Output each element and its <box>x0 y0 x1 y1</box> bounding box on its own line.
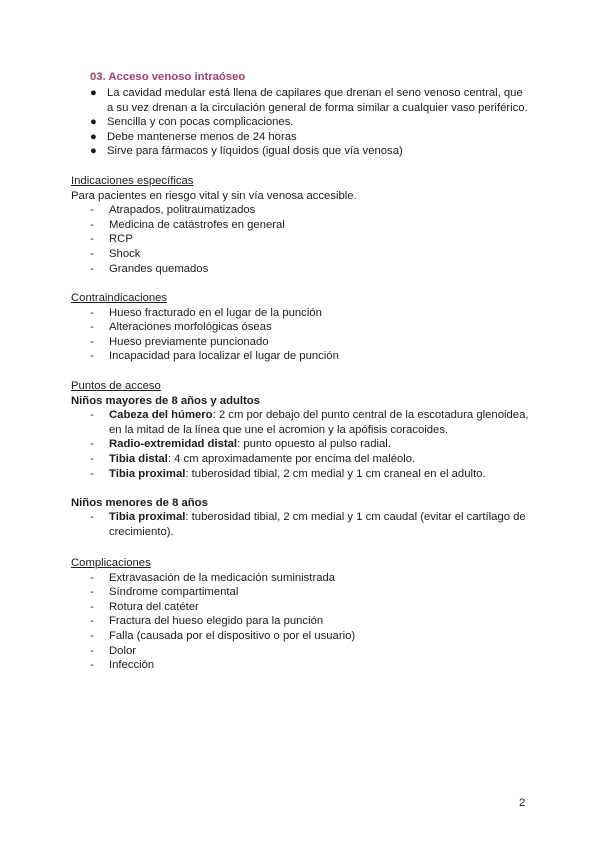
list-item-text: Dolor <box>109 644 136 657</box>
term: Tibia proximal <box>109 511 186 524</box>
complicaciones-heading: Complicaciones <box>71 557 151 569</box>
list-item-text: Infección <box>109 659 155 672</box>
list-item <box>71 203 531 218</box>
puntos-section <box>71 379 531 540</box>
complicaciones-section <box>71 556 531 673</box>
dash-marker: - <box>90 659 94 672</box>
list-item <box>71 335 531 350</box>
list-item <box>90 115 530 130</box>
puntos-group1-list <box>71 408 531 481</box>
dash-marker: - <box>90 306 94 319</box>
list-item-text: Medicina de catástrofes en general <box>109 218 285 231</box>
list-item <box>90 130 530 145</box>
dash-marker: - <box>90 335 94 348</box>
list-item-text: Alteraciones morfológicas óseas <box>109 321 272 334</box>
list-item <box>71 629 531 644</box>
list-item <box>71 614 531 629</box>
dash-marker: - <box>90 321 94 334</box>
list-item-text: Grandes quemados <box>109 262 209 275</box>
bullet-text: Sencilla y con pocas complicaciones. <box>107 116 294 129</box>
list-item <box>71 408 531 437</box>
dash-marker: - <box>90 644 94 657</box>
list-item <box>90 86 530 115</box>
list-item <box>71 571 531 586</box>
indicaciones-heading: Indicaciones específicas <box>71 175 194 187</box>
list-item-text: RCP <box>109 233 133 246</box>
list-item-text: Extravasación de la medicación suministrada <box>109 571 336 584</box>
dash-marker: - <box>90 600 94 613</box>
list-item <box>71 658 531 673</box>
intro-bullet-list <box>90 86 530 159</box>
dash-marker: - <box>90 247 94 260</box>
bullet-text: Debe mantenerse menos de 24 horas <box>107 130 297 143</box>
complicaciones-list <box>71 571 531 673</box>
section-title: 03. Acceso venoso intraóseo <box>90 71 246 83</box>
list-item-text: Atrapados, politraumatizados <box>109 204 256 217</box>
bullet-text: La cavidad medular está llena de capilares que drenan el seno venoso central, que a su vez drenan a la circulación general de forma similar a cualquier vaso periférico. <box>107 87 528 114</box>
dash-marker: - <box>90 409 94 422</box>
dash-marker: - <box>90 204 94 217</box>
puntos-group1-title: Niños mayores de 8 años y adultos <box>71 394 260 407</box>
term: Tibia distal <box>109 452 168 465</box>
list-item <box>71 452 531 467</box>
bullet-icon: ● <box>90 87 97 99</box>
dash-marker: - <box>90 452 94 465</box>
dash-marker: - <box>90 629 94 642</box>
list-item-text: Rotura del catéter <box>109 600 199 613</box>
bullet-text: Sirve para fármacos y líquidos (igual dosis que vía venosa) <box>107 145 403 158</box>
term-text: : tuberosidad tibial, 2 cm medial y 1 cm craneal en el adulto. <box>185 467 486 480</box>
bullet-icon: ● <box>90 145 97 158</box>
contraindicaciones-section <box>71 291 531 364</box>
dash-marker: - <box>90 571 94 584</box>
list-item <box>71 306 531 321</box>
indicaciones-list <box>71 203 531 276</box>
dash-marker: - <box>90 615 94 628</box>
list-item-text: Fractura del hueso elegido para la punción <box>109 615 324 628</box>
list-item <box>71 585 531 600</box>
list-item <box>71 437 531 452</box>
dash-marker: - <box>90 218 94 231</box>
contraindicaciones-heading: Contraindicaciones <box>71 292 168 304</box>
contraindicaciones-list <box>71 306 531 364</box>
list-item <box>71 644 531 659</box>
dash-marker: - <box>90 350 94 363</box>
term: Radio-extremidad distal <box>109 438 238 451</box>
list-item-text: Shock <box>109 247 141 260</box>
list-item <box>71 232 531 247</box>
list-item <box>71 262 531 277</box>
bullet-icon: ● <box>90 116 97 129</box>
term: Cabeza del húmero <box>109 409 213 422</box>
indicaciones-intro: Para pacientes en riesgo vital y sin vía venosa accesible. <box>71 189 357 202</box>
puntos-group2-title: Niños menores de 8 años <box>71 496 208 509</box>
list-item <box>71 467 531 482</box>
page-number: 2 <box>519 797 526 809</box>
term-text: : 4 cm aproximadamente por encima del maléolo. <box>167 452 416 465</box>
puntos-heading: Puntos de acceso <box>71 380 161 392</box>
list-item-text: Síndrome compartimental <box>109 586 239 599</box>
term-text: : 2 cm por debajo del punto central de la escotadura glenoidea, en la mitad de la línea que une el acromion y la apófisis coracoides. <box>109 409 529 436</box>
list-item <box>90 144 530 159</box>
list-item <box>71 510 531 539</box>
list-item <box>71 218 531 233</box>
dash-marker: - <box>90 262 94 275</box>
bullet-icon: ● <box>90 130 97 143</box>
list-item <box>71 320 531 335</box>
list-item <box>71 349 531 364</box>
list-item-text: Falla (causada por el dispositivo o por el usuario) <box>109 629 356 642</box>
dash-marker: - <box>90 233 94 246</box>
term-text: : punto opuesto al pulso radial. <box>237 438 391 451</box>
dash-marker: - <box>90 438 94 451</box>
dash-marker: - <box>90 586 94 599</box>
dash-marker: - <box>90 511 94 524</box>
puntos-group2-list <box>71 510 531 539</box>
dash-marker: - <box>90 467 94 480</box>
spacer <box>71 481 531 496</box>
list-item-text: Hueso previamente puncionado <box>109 335 269 348</box>
list-item-text: Incapacidad para localizar el lugar de punción <box>109 350 339 363</box>
indicaciones-section <box>71 174 531 276</box>
list-item-text: Hueso fracturado en el lugar de la punción <box>109 306 322 319</box>
list-item <box>71 247 531 262</box>
term: Tibia proximal <box>109 467 186 480</box>
list-item <box>71 600 531 615</box>
term-text: : tuberosidad tibial, 2 cm medial y 1 cm caudal (evitar el cartílago de crecimiento). <box>109 511 526 538</box>
